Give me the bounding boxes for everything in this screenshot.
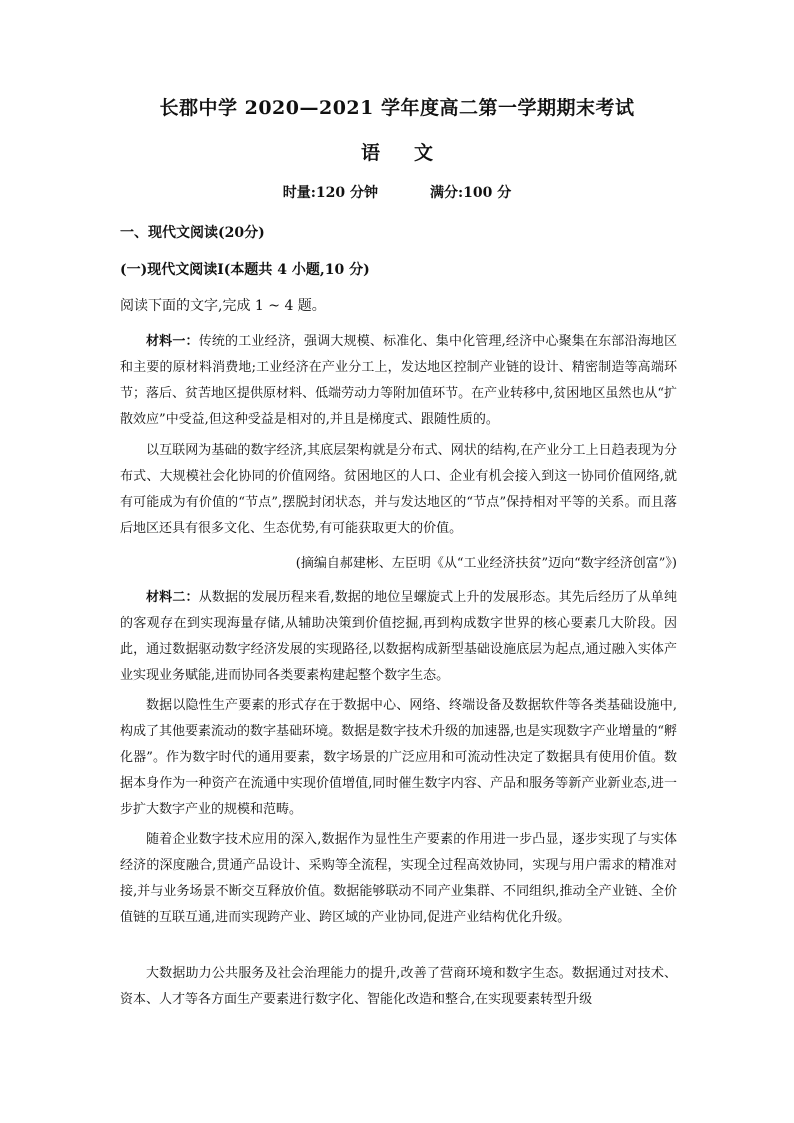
time-limit: 时量:120 分钟 <box>282 185 378 201</box>
material2-paragraph-1: 材料二：从数据的发展历程来看,数据的地位呈螺旋式上升的发展形态。其先后经历了从单纯的客观存在到实现海量存储,从辅助决策到价值挖掘,再到构成数字世界的核心要素几大阶段。因此，通过数据驱动数字经济发展的实现路径,以数据构成新型基础设施底层为起点,通过融入实体产业实现业务赋能,进而协同各类要素构建起整个数字生态。 <box>120 590 677 683</box>
reading-instruction: 阅读下面的文字,完成 1 ~ 4 题。 <box>120 298 326 314</box>
subject-char: 语 <box>360 142 380 164</box>
material1-paragraph-2: 以互联网为基础的数字经济,其底层架构就是分布式、网状的结构,在产业分工上日趋表现为分布式、大规模社会化协同的价值网络。贫困地区的人口、企业有机会接入到这一协同价值网络,就有可能成为有价值的“节点”,摆脱封闭状态，并与发达地区的“节点”保持相对平等的关系。而且落后地区还具有很多文化、生态优势,有可能获取更大的价值。 <box>120 443 677 536</box>
subject-char: 文 <box>414 142 434 164</box>
material1-source: (摘编自郝建彬、左臣明《从“工业经济扶贫”迈向“数字经济创富”》) <box>295 556 677 571</box>
material1-label: 材料一： <box>146 334 199 349</box>
exam-meta <box>0 182 794 202</box>
material1-paragraph-1: 材料一：传统的工业经济，强调大规模、标准化、集中化管理,经济中心聚集在东部沿海地区和主要的原材料消费地;工业经济在产业分工上，发达地区控制产业链的设计、精密制造等高端环节；落后、贫苦地区提供原材料、低端劳动力等附加值环节。在产业转移中,贫困地区虽然也从“扩散效应”中受益,但这种受益是相对的,并且是梯度式、跟随性质的。 <box>120 334 677 427</box>
material2-paragraph-3: 随着企业数字技术应用的深入,数据作为显性生产要素的作用进一步凸显，逐步实现了与实体经济的深度融合,贯通产品设计、采购等全流程，实现全过程高效协同，实现与用户需求的精准对接,并与业务场景不断交互释放价值。数据能够联动不同产业集群、不同组织,推动全产业链、全价值链的互联互通,进而实现跨产业、跨区域的产业协同,促进产业结构优化升级。 <box>120 832 677 925</box>
subsection-heading: (一)现代文阅读Ⅰ(本题共 4 小题,10 分) <box>120 262 370 278</box>
material2-paragraph-4: 大数据助力公共服务及社会治理能力的提升,改善了营商环境和数字生态。数据通过对技术、资本、人才等各方面生产要素进行数字化、智能化改造和整合,在实现要素转型升级 <box>120 966 677 1007</box>
subject-title <box>0 138 794 165</box>
section-heading: 一、现代文阅读(20分) <box>120 225 265 241</box>
material2-label: 材料二： <box>146 590 199 605</box>
exam-title: 长郡中学 2020—2021 学年度高二第一学期期末考试 <box>159 97 635 119</box>
material2-paragraph-2: 数据以隐性生产要素的形式存在于数据中心、网络、终端设备及数据软件等各类基础设施中,构成了其他要素流动的数字基础环境。数据是数字技术升级的加速器,也是实现数字产业增量的“孵化器”。作为数字时代的通用要素，数字场景的广泛应用和可流动性决定了数据具有使用价值。数据本身作为一种资产在流通中实现价值增值,同时催生数字内容、产品和服务等新产业新业态,进一步扩大数字产业的规模和范畴。 <box>120 698 677 817</box>
full-score: 满分:100 分 <box>430 185 512 201</box>
